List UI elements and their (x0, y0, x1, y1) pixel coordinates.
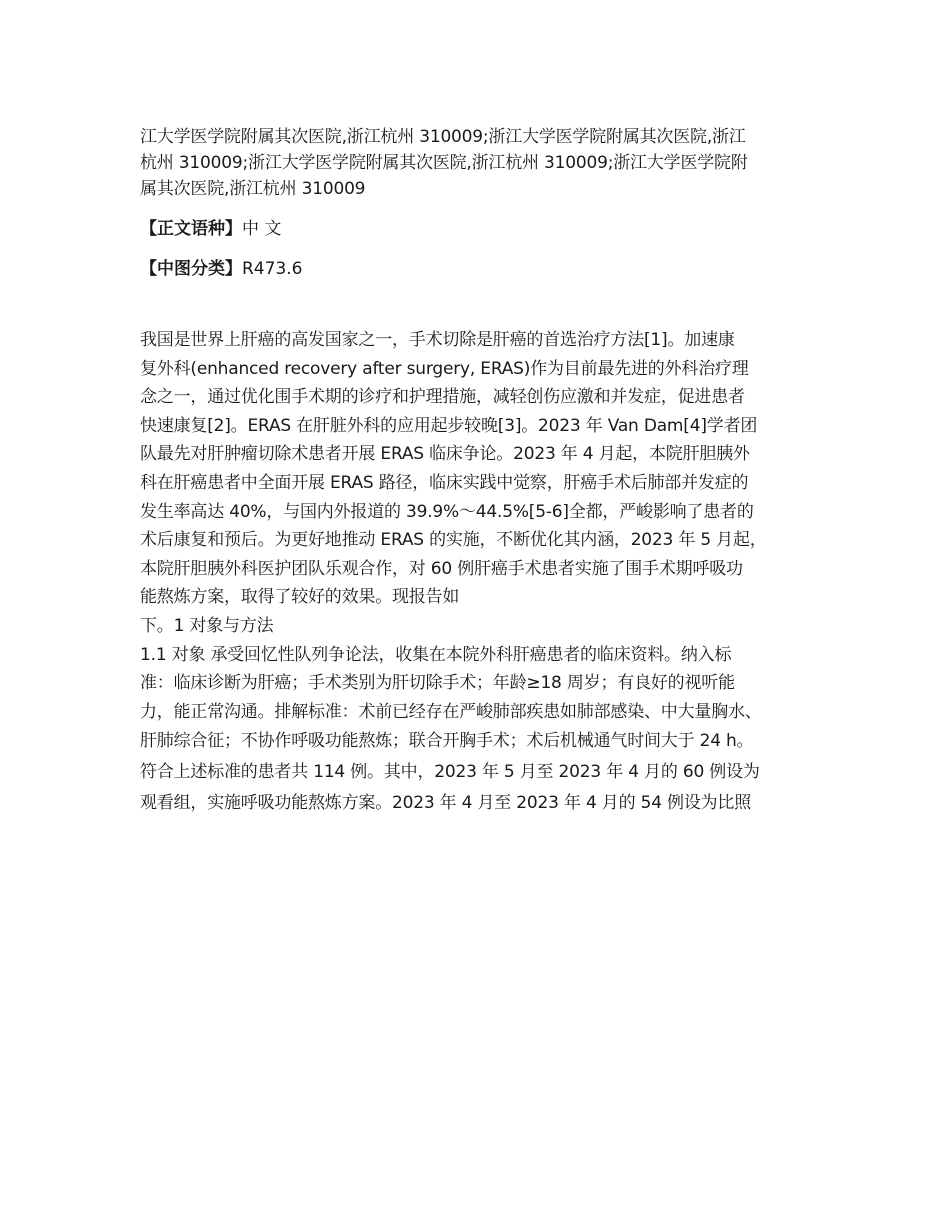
body-line: 快速康复[2]。ERAS 在肝脏外科的应用起步较晚[3]。2023 年 Van Dam[4]学者团 (140, 415, 758, 436)
language-value: 中 文 (242, 219, 282, 239)
section-heading: 下。1 对象与方法 (140, 615, 274, 636)
body-line: 术后康复和预后。为更好地推动 ERAS 的实施，不断优化其内涵，2023 年 5 月起， (140, 530, 767, 551)
body-line: 队最先对肝肿瘤切除术患者开展 ERAS 临床争论。2023 年 4 月起，本院肝胆胰外 (140, 444, 750, 465)
affiliation-line: 属其次医院,浙江杭州 310009 (140, 179, 366, 199)
body-line: 符合上述标准的患者共 114 例。其中，2023 年 5 月至 2023 年 4 月的 60 例设为 (140, 762, 760, 783)
document-page (140, 124, 840, 819)
body-line: 1.1 对象 承受回忆性队列争论法，收集在本院外科肝癌患者的临床资料。纳入标 (140, 644, 732, 665)
body-line: 能熬炼方案，取得了较好的效果。现报告如 (140, 587, 460, 608)
language-meta (140, 216, 840, 242)
body-line: 准：临床诊断为肝癌；手术类别为肝切除手术；年龄≥18 周岁；有良好的视听能 (140, 673, 735, 694)
body-line: 复外科(enhanced recovery after surgery, ERAS)作为目前最先进的外科治疗理 (140, 358, 749, 379)
affiliation-line: 杭州 310009;浙江大学医学院附属其次医院,浙江杭州 310009;浙江大学医学院附 (140, 153, 748, 173)
body-line: 肝肺综合征；不协作呼吸功能熬炼；联合开胸手术；术后机械通气时间大于 24 h。 (140, 731, 754, 752)
language-label: 【正文语种】 (140, 219, 242, 239)
body-line: 发生率高达 40%，与国内外报道的 39.9%～44.5%[5-6]全都，严峻影响了患者的 (140, 501, 754, 522)
classification-label: 【中图分类】 (140, 259, 242, 279)
body-line: 观看组，实施呼吸功能熬炼方案。2023 年 4 月至 2023 年 4 月的 54 例设为比照 (140, 793, 752, 814)
body-text (140, 326, 840, 819)
affiliation-block (140, 124, 840, 202)
body-line: 科在肝癌患者中全面开展 ERAS 路径，临床实践中觉察，肝癌手术后肺部并发症的 (140, 472, 749, 493)
affiliation-line: 江大学医学院附属其次医院,浙江杭州 310009;浙江大学医学院附属其次医院,浙江 (140, 127, 746, 147)
body-line: 力，能正常沟通。排解标准：术前已经存在严峻肺部疾患如肺部感染、中大量胸水、 (140, 701, 762, 722)
body-line: 念之一，通过优化围手术期的诊疗和护理措施，减轻创伤应激和并发症，促进患者 (140, 387, 745, 408)
classification-meta (140, 256, 840, 282)
classification-value: R473.6 (242, 259, 303, 279)
body-line: 我国是世界上肝癌的高发国家之一，手术切除是肝癌的首选治疗方法[1]。加速康 (140, 330, 735, 350)
body-line: 本院肝胆胰外科医护团队乐观合作，对 60 例肝癌手术患者实施了围手术期呼吸功 (140, 558, 743, 579)
